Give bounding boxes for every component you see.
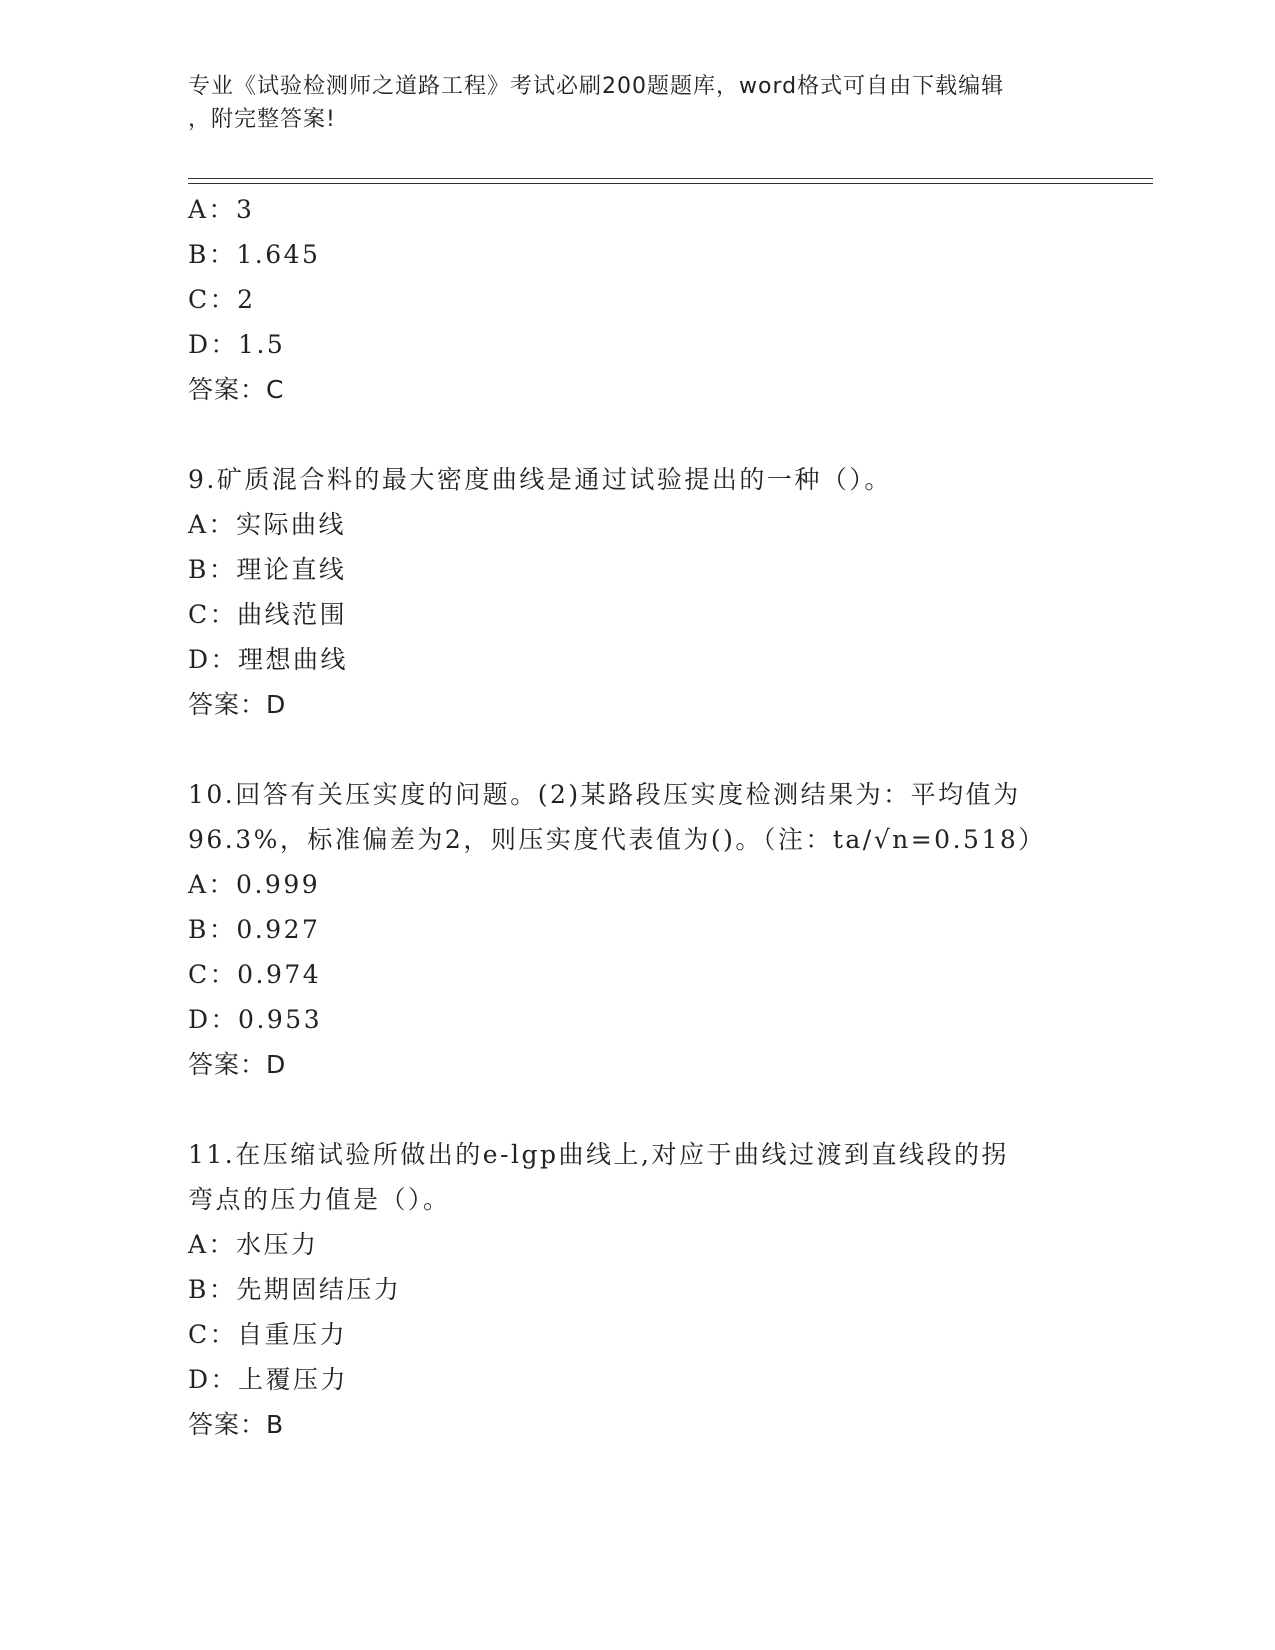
q10-answer: 答案：D: [188, 1050, 287, 1079]
q10-option-d: D：0.953: [188, 1005, 323, 1034]
q8-answer: 答案：C: [188, 375, 285, 404]
q9-option-c: C：曲线范围: [188, 600, 348, 629]
q11-option-a: A：水压力: [188, 1230, 319, 1259]
q11-option-d: D：上覆压力: [188, 1365, 349, 1394]
q8-option-a: A：3: [188, 195, 255, 224]
q10-option-c: C：0.974: [188, 960, 322, 989]
q10-stem-line-1: 10.回答有关压实度的问题。(2)某路段压实度检测结果为：平均值为: [188, 780, 1021, 809]
q9-option-b: B：理论直线: [188, 555, 347, 584]
q11-option-b: B：先期固结压力: [188, 1275, 402, 1304]
q11-answer: 答案：B: [188, 1410, 285, 1439]
q10-stem-line-2: 96.3%，标准偏差为2，则压实度代表值为()。（注：ta/√n=0.518）: [188, 825, 1046, 854]
q10-option-a: A：0.999: [188, 870, 321, 899]
q8-option-b: B：1.645: [188, 240, 321, 269]
header-title-line-2: ，附完整答案!: [188, 107, 336, 132]
q11-option-c: C：自重压力: [188, 1320, 348, 1349]
q9-option-a: A：实际曲线: [188, 510, 347, 539]
q9-option-d: D：理想曲线: [188, 645, 349, 674]
q10-option-b: B：0.927: [188, 915, 321, 944]
q9-stem-line-1: 9.矿质混合料的最大密度曲线是通过试验提出的一种（）。: [188, 465, 892, 494]
document-header: [188, 70, 1068, 136]
q11-stem-line-2: 弯点的压力值是（）。: [188, 1185, 451, 1214]
q8-option-d: D：1.5: [188, 330, 286, 359]
header-divider-top: [188, 178, 1153, 179]
header-title-line-1: 专业《试验检测师之道路工程》考试必刷200题题库，word格式可自由下载编辑: [188, 74, 1005, 99]
q8-option-c: C：2: [188, 285, 256, 314]
q9-answer: 答案：D: [188, 690, 287, 719]
q11-stem-line-1: 11.在压缩试验所做出的e-lgp曲线上,对应于曲线过渡到直线段的拐: [188, 1140, 1009, 1169]
header-divider-bottom: [188, 183, 1153, 184]
